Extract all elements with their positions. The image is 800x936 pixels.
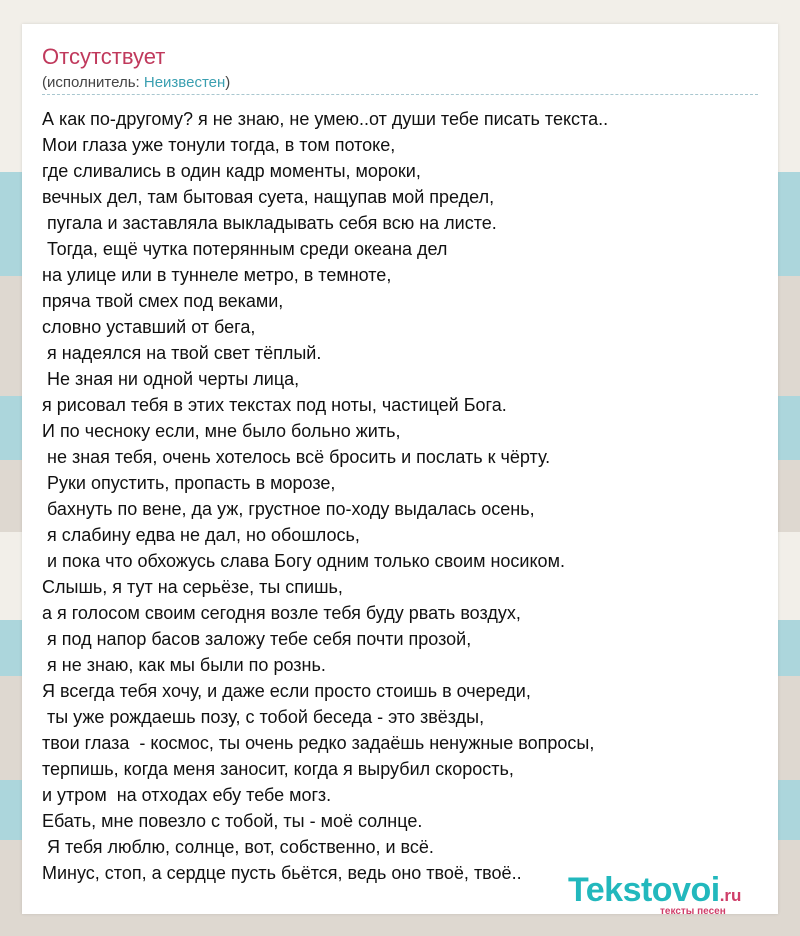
lyric-line: Руки опустить, пропасть в морозе, — [42, 473, 336, 493]
artist-line — [42, 74, 230, 92]
lyrics-card — [22, 24, 778, 917]
lyric-line: и пока что обхожусь слава Богу одним только своим носиком. — [42, 551, 565, 571]
lyric-line: Я всегда тебя хочу, и даже если просто стоишь в очереди, — [42, 681, 531, 701]
lyric-line: пугала и заставляла выкладывать себя всю на листе. — [42, 213, 497, 233]
lyric-line: а я голосом своим сегодня возле тебя буду рвать воздух, — [42, 603, 521, 623]
lyric-line: я не знаю, как мы были по рознь. — [42, 655, 326, 675]
site-logo[interactable] — [568, 872, 778, 916]
divider — [42, 94, 758, 95]
lyric-line: терпишь, когда меня заносит, когда я вырубил скорость, — [42, 759, 514, 779]
logo-tagline: тексты песен — [660, 906, 726, 917]
lyric-line: и утром на отходах ебу тебе могз. — [42, 785, 332, 805]
lyric-line: твои глаза - космос, ты очень редко задаёшь ненужные вопросы, — [42, 733, 595, 753]
lyric-line: словно уставший от бега, — [42, 317, 256, 337]
lyric-line: Минус, стоп, а сердце пусть бьётся, ведь оно твоё, твоё.. — [42, 863, 522, 883]
lyric-line: Не зная ни одной черты лица, — [42, 369, 300, 389]
lyric-line: я под напор басов заложу тебе себя почти прозой, — [42, 629, 472, 649]
lyric-line: где сливались в один кадр моменты, мороки, — [42, 161, 421, 181]
lyric-line: И по чесноку если, мне было больно жить, — [42, 421, 401, 441]
lyric-line: пряча твой смех под веками, — [42, 291, 284, 311]
lyric-line: я рисовал тебя в этих текстах под ноты, частицей Бога. — [42, 395, 507, 415]
lyric-line: бахнуть по вене, да уж, грустное по-ходу выдалась осень, — [42, 499, 535, 519]
lyric-line: Я тебя люблю, солнце, вот, собственно, и всё. — [42, 837, 434, 857]
lyric-line: ты уже рождаешь позу, с тобой беседа - это звёзды, — [42, 707, 485, 727]
logo-main-text: Tekstovoi — [568, 871, 720, 909]
lyric-line: я надеялся на твой свет тёплый. — [42, 343, 322, 363]
lyric-line: Мои глаза уже тонули тогда, в том потоке, — [42, 135, 396, 155]
artist-link[interactable]: Неизвестен — [143, 74, 226, 91]
lyrics-text — [42, 106, 758, 886]
lyric-line: Слышь, я тут на серьёзе, ты спишь, — [42, 577, 343, 597]
artist-suffix: ) — [225, 74, 231, 91]
lyric-line: вечных дел, там бытовая суета, нащупав мой предел, — [42, 187, 495, 207]
lyric-line: А как по-другому? я не знаю, не умею..от души тебе писать текста.. — [42, 109, 609, 129]
lyric-line: Ебать, мне повезло с тобой, ты - моё солнце. — [42, 811, 423, 831]
lyric-line: я слабину едва не дал, но обошлось, — [42, 525, 360, 545]
artist-prefix: (исполнитель: — [42, 74, 144, 91]
lyric-line: на улице или в туннеле метро, в темноте, — [42, 265, 392, 285]
logo-suffix: .ru — [719, 886, 742, 905]
lyric-line: Тогда, ещё чутка потерянным среди океана дел — [42, 239, 448, 259]
song-title: Отсутствует — [42, 44, 166, 69]
lyric-line: не зная тебя, очень хотелось всё бросить и послать к чёрту. — [42, 447, 551, 467]
